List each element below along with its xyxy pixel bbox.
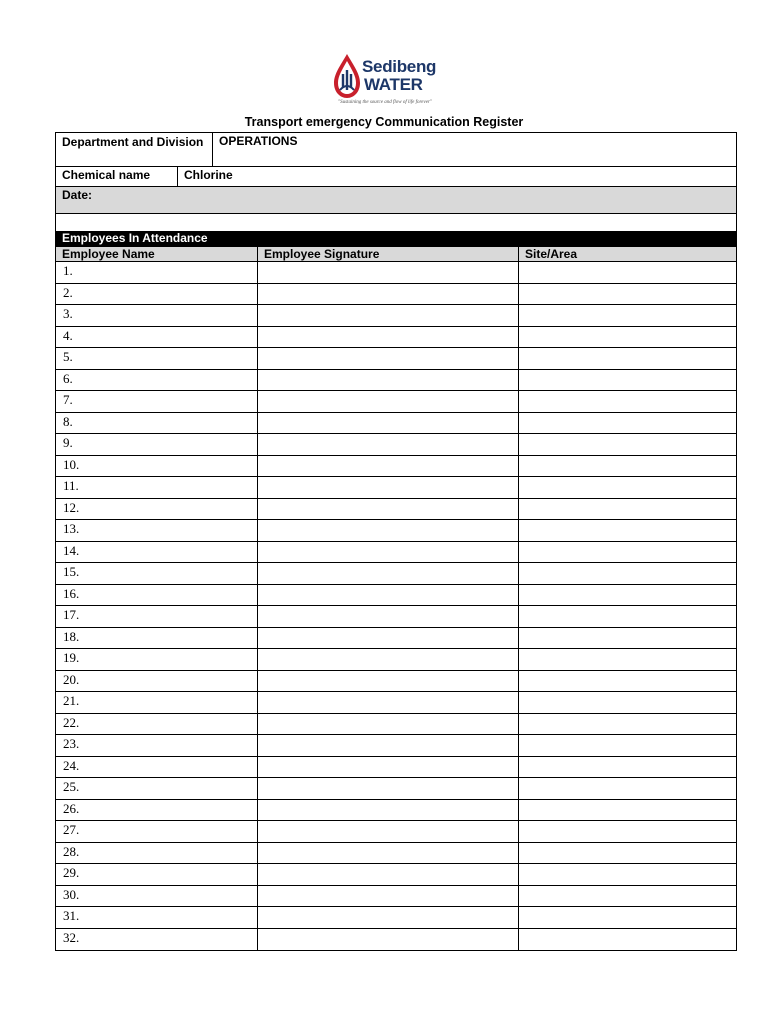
chemical-value[interactable]: Chlorine <box>177 167 736 186</box>
row-number: 12. <box>63 499 80 515</box>
employee-name-cell[interactable] <box>56 649 257 670</box>
table-row <box>56 671 736 693</box>
page-title: Transport emergency Communication Register <box>244 115 524 129</box>
employee-name-cell[interactable] <box>56 735 257 756</box>
site-area-cell[interactable] <box>518 585 736 606</box>
site-area-cell[interactable] <box>518 284 736 305</box>
row-number: 1. <box>63 263 73 278</box>
employee-name-cell[interactable] <box>56 284 257 305</box>
employee-name-cell[interactable] <box>56 499 257 520</box>
drop-emblem-icon <box>332 52 362 100</box>
employee-signature-cell[interactable] <box>257 886 518 907</box>
department-label: Department and Division <box>62 135 204 149</box>
employee-name-cell[interactable] <box>56 757 257 778</box>
row-number: 17. <box>63 607 80 622</box>
employee-signature-cell[interactable] <box>257 735 518 756</box>
site-area-cell[interactable] <box>518 929 736 951</box>
chemical-row <box>56 167 736 187</box>
employee-signature-cell[interactable] <box>257 520 518 541</box>
site-area-cell[interactable] <box>518 391 736 412</box>
employee-signature-cell[interactable] <box>257 348 518 369</box>
employee-signature-cell[interactable] <box>257 563 518 584</box>
site-area-cell[interactable] <box>518 477 736 498</box>
table-row <box>56 714 736 736</box>
site-area-cell[interactable] <box>518 628 736 649</box>
employee-name-cell[interactable] <box>56 520 257 541</box>
employee-signature-cell[interactable] <box>257 499 518 520</box>
site-area-cell[interactable] <box>518 370 736 391</box>
column-header-employee-signature: Employee Signature <box>257 247 518 261</box>
site-area-cell[interactable] <box>518 692 736 713</box>
site-area-cell[interactable] <box>518 714 736 735</box>
column-header-employee-name: Employee Name <box>62 247 155 261</box>
employee-name-cell[interactable] <box>56 778 257 799</box>
site-area-cell[interactable] <box>518 800 736 821</box>
table-row <box>56 391 736 413</box>
row-number: 27. <box>63 822 80 837</box>
department-value[interactable]: OPERATIONS <box>212 133 736 166</box>
employee-name-cell[interactable] <box>56 391 257 412</box>
date-value[interactable] <box>196 187 736 213</box>
row-number: 4. <box>63 327 73 343</box>
site-area-cell[interactable] <box>518 262 736 283</box>
employee-name-cell[interactable] <box>56 628 257 649</box>
row-number: 20. <box>63 671 80 687</box>
table-row <box>56 843 736 865</box>
employee-signature-cell[interactable] <box>257 413 518 434</box>
table-row <box>56 456 736 478</box>
table-row <box>56 692 736 714</box>
employee-name-cell[interactable] <box>56 305 257 326</box>
employee-signature-cell[interactable] <box>257 305 518 326</box>
site-area-cell[interactable] <box>518 413 736 434</box>
logo-name-line1: Sedibeng <box>362 57 437 76</box>
site-area-cell[interactable] <box>518 563 736 584</box>
employee-signature-cell[interactable] <box>257 929 518 951</box>
row-number: 24. <box>63 757 80 773</box>
table-row <box>56 499 736 521</box>
row-number: 16. <box>63 585 80 601</box>
employee-name-cell[interactable] <box>56 434 257 455</box>
table-row <box>56 413 736 435</box>
row-number: 29. <box>63 865 80 880</box>
row-number: 11. <box>63 478 79 493</box>
row-number: 19. <box>63 650 80 665</box>
employee-name-cell[interactable] <box>56 907 257 928</box>
row-number: 18. <box>63 628 80 644</box>
logo-tagline: "Sustaining the source and flow of life forever" <box>338 100 432 105</box>
company-logo <box>330 50 440 112</box>
row-number: 31. <box>63 908 80 923</box>
employee-name-cell[interactable] <box>56 413 257 434</box>
employee-signature-cell[interactable] <box>257 370 518 391</box>
employee-signature-cell[interactable] <box>257 434 518 455</box>
table-row <box>56 370 736 392</box>
attendance-section-header <box>56 231 736 247</box>
row-number: 9. <box>63 435 73 450</box>
employee-signature-cell[interactable] <box>257 327 518 348</box>
department-row <box>56 133 736 167</box>
employee-signature-cell[interactable] <box>257 606 518 627</box>
employee-signature-cell[interactable] <box>257 585 518 606</box>
site-area-cell[interactable] <box>518 843 736 864</box>
employee-name-cell[interactable] <box>56 692 257 713</box>
site-area-cell[interactable] <box>518 864 736 885</box>
employee-name-cell[interactable] <box>56 843 257 864</box>
table-row <box>56 284 736 306</box>
site-area-cell[interactable] <box>518 735 736 756</box>
row-number: 5. <box>63 349 73 364</box>
site-area-cell[interactable] <box>518 757 736 778</box>
row-number: 32. <box>63 929 80 945</box>
employee-name-cell[interactable] <box>56 864 257 885</box>
site-area-cell[interactable] <box>518 520 736 541</box>
employee-signature-cell[interactable] <box>257 542 518 563</box>
table-row <box>56 628 736 650</box>
site-area-cell[interactable] <box>518 434 736 455</box>
employee-signature-cell[interactable] <box>257 262 518 283</box>
employee-name-cell[interactable] <box>56 800 257 821</box>
attendance-column-headers <box>56 247 736 262</box>
site-area-cell[interactable] <box>518 456 736 477</box>
site-area-cell[interactable] <box>518 305 736 326</box>
employee-name-cell[interactable] <box>56 563 257 584</box>
employee-signature-cell[interactable] <box>257 692 518 713</box>
row-number: 14. <box>63 542 80 558</box>
column-header-site-area: Site/Area <box>518 247 736 261</box>
row-number: 21. <box>63 693 80 708</box>
row-number: 23. <box>63 736 80 751</box>
employee-name-cell[interactable] <box>56 327 257 348</box>
employee-name-cell[interactable] <box>56 886 257 907</box>
employee-name-cell[interactable] <box>56 370 257 391</box>
employee-signature-cell[interactable] <box>257 671 518 692</box>
employee-signature-cell[interactable] <box>257 456 518 477</box>
register-form <box>55 132 737 951</box>
employee-signature-cell[interactable] <box>257 821 518 842</box>
employee-signature-cell[interactable] <box>257 628 518 649</box>
employee-signature-cell[interactable] <box>257 649 518 670</box>
site-area-cell[interactable] <box>518 606 736 627</box>
employee-signature-cell[interactable] <box>257 284 518 305</box>
table-row <box>56 262 736 284</box>
table-row <box>56 563 736 585</box>
table-row <box>56 821 736 843</box>
site-area-cell[interactable] <box>518 348 736 369</box>
row-number: 22. <box>63 714 80 730</box>
employee-signature-cell[interactable] <box>257 714 518 735</box>
chemical-label: Chemical name <box>62 168 151 182</box>
employee-signature-cell[interactable] <box>257 843 518 864</box>
employee-name-cell[interactable] <box>56 671 257 692</box>
table-row <box>56 348 736 370</box>
site-area-cell[interactable] <box>518 542 736 563</box>
row-number: 25. <box>63 779 80 794</box>
employee-name-cell[interactable] <box>56 348 257 369</box>
date-label: Date: <box>62 188 93 202</box>
attendance-section-title: Employees In Attendance <box>62 231 208 245</box>
row-number: 2. <box>63 284 73 300</box>
site-area-cell[interactable] <box>518 671 736 692</box>
employee-name-cell[interactable] <box>56 456 257 477</box>
row-number: 3. <box>63 306 73 321</box>
row-number: 13. <box>63 521 80 536</box>
employee-name-cell[interactable] <box>56 585 257 606</box>
site-area-cell[interactable] <box>518 907 736 928</box>
table-row <box>56 434 736 456</box>
table-row <box>56 327 736 349</box>
employee-name-cell[interactable] <box>56 262 257 283</box>
logo-name-line2: WATER <box>364 75 423 94</box>
row-number: 28. <box>63 843 80 859</box>
table-row <box>56 542 736 564</box>
row-number: 6. <box>63 370 73 386</box>
employee-name-cell[interactable] <box>56 929 257 951</box>
employee-signature-cell[interactable] <box>257 800 518 821</box>
employee-signature-cell[interactable] <box>257 778 518 799</box>
employee-signature-cell[interactable] <box>257 757 518 778</box>
table-row <box>56 907 736 929</box>
employee-signature-cell[interactable] <box>257 477 518 498</box>
date-row <box>56 187 736 214</box>
row-number: 10. <box>63 456 80 472</box>
site-area-cell[interactable] <box>518 649 736 670</box>
employee-name-cell[interactable] <box>56 542 257 563</box>
table-row <box>56 886 736 908</box>
row-number: 8. <box>63 413 73 429</box>
table-row <box>56 585 736 607</box>
row-number: 26. <box>63 800 80 816</box>
employee-signature-cell[interactable] <box>257 391 518 412</box>
table-row <box>56 778 736 800</box>
employee-name-cell[interactable] <box>56 821 257 842</box>
table-row <box>56 735 736 757</box>
table-row <box>56 929 736 951</box>
table-row <box>56 305 736 327</box>
row-number: 7. <box>63 392 73 407</box>
employee-name-cell[interactable] <box>56 477 257 498</box>
table-row <box>56 606 736 628</box>
site-area-cell[interactable] <box>518 821 736 842</box>
site-area-cell[interactable] <box>518 499 736 520</box>
attendance-rows <box>56 262 736 950</box>
table-row <box>56 520 736 542</box>
row-number: 15. <box>63 564 80 579</box>
employee-name-cell[interactable] <box>56 714 257 735</box>
table-row <box>56 477 736 499</box>
site-area-cell[interactable] <box>518 327 736 348</box>
spacer-row <box>56 214 736 231</box>
row-number: 30. <box>63 886 80 902</box>
site-area-cell[interactable] <box>518 778 736 799</box>
employee-signature-cell[interactable] <box>257 864 518 885</box>
employee-name-cell[interactable] <box>56 606 257 627</box>
table-row <box>56 864 736 886</box>
table-row <box>56 649 736 671</box>
site-area-cell[interactable] <box>518 886 736 907</box>
table-row <box>56 800 736 822</box>
employee-signature-cell[interactable] <box>257 907 518 928</box>
table-row <box>56 757 736 779</box>
